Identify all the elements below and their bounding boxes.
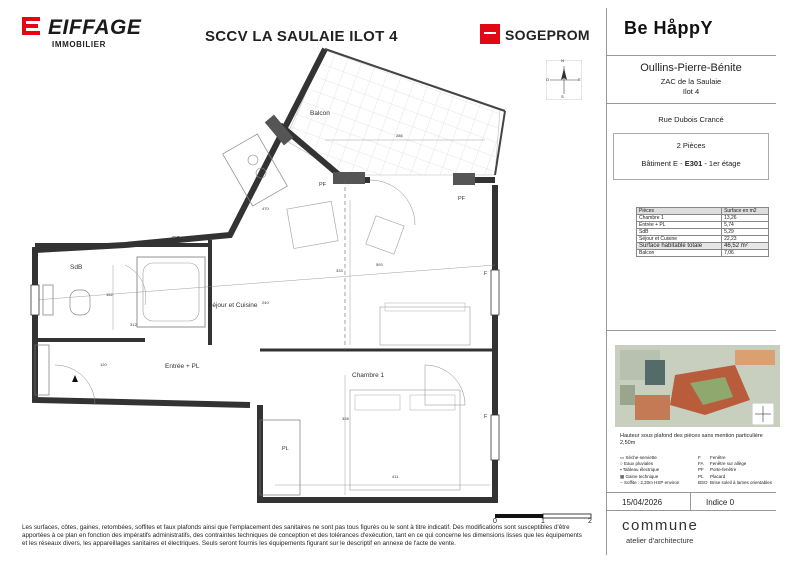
surface-room: Entrée + PL xyxy=(637,222,722,229)
location-city: Oullins-Pierre-Bénite xyxy=(640,62,742,74)
sogeprom-logo-mark xyxy=(480,24,500,44)
developer-name: EIFFAGE xyxy=(48,16,142,39)
dimension-label: 328 xyxy=(342,416,349,421)
legend-item-label: Brise soleil à lames orientables xyxy=(710,479,773,485)
surface-area: 5,74 xyxy=(722,222,769,229)
legend-item-code: BSO xyxy=(698,479,708,485)
legend-item: ▭ Sèche-serviette xyxy=(620,455,657,460)
room-label-sdb: SdB xyxy=(70,264,83,271)
outer-wall xyxy=(35,49,325,405)
room-label-pl-1: PL xyxy=(42,338,49,344)
unit-code: E301 xyxy=(684,159,703,168)
legend-item: ○ Eaux pluviales xyxy=(620,461,653,467)
surface-balcony-label: Balcon xyxy=(637,250,722,257)
developer-subtitle: IMMOBILIER xyxy=(52,40,106,49)
compass-icon xyxy=(546,60,582,100)
room-label-f-1: F xyxy=(484,271,488,277)
dimension-label: 312 xyxy=(130,322,137,327)
location-ilot: Ilot 4 xyxy=(682,87,700,96)
aerial-compass-icon xyxy=(752,403,774,425)
legend-item-code: PF xyxy=(698,467,704,473)
table-row xyxy=(637,215,769,222)
surface-balcony-value: 7,06 xyxy=(722,250,769,257)
legend-item-label: Fenêtre sur allège xyxy=(710,461,747,467)
legend-item: ▪ Tableau électrique xyxy=(620,467,660,473)
compass-east-label: E xyxy=(578,77,581,82)
surface-total-label: Surface habitable totale xyxy=(637,243,722,250)
location-zac: ZAC de la Saulaie xyxy=(660,77,722,86)
dimension-label: 240 xyxy=(262,300,269,305)
legend-item: ┄ Soffite : 2,20m HSP environ xyxy=(620,479,680,485)
legend-item: ▩ Gaine technique xyxy=(620,473,659,479)
room-label-balcon: Balcon xyxy=(310,110,330,117)
legend-item-code: FA xyxy=(698,461,704,467)
unit-floor: - 1er étage xyxy=(702,159,741,168)
column xyxy=(333,172,365,184)
unit-building xyxy=(614,159,768,168)
legend-item-label: Soffite : 2,20m HSP environ xyxy=(623,479,680,485)
legend-item-label: Eaux pluviales xyxy=(623,461,653,467)
surface-room: Chambre 1 xyxy=(637,215,722,222)
dimension-label: 333 xyxy=(336,268,343,273)
surface-header-room: Pièces xyxy=(637,208,722,215)
surface-area: 13,26 xyxy=(722,215,769,222)
surface-area: 22,23 xyxy=(722,236,769,243)
legend-item-code: PL xyxy=(698,473,704,479)
legend-item-label: Gaine technique xyxy=(625,473,659,479)
dimension-label: 152 xyxy=(106,292,113,297)
surface-table xyxy=(636,207,769,257)
room-label-gt: GT xyxy=(172,236,180,242)
legend-item-label: Tableau électrique xyxy=(622,467,660,473)
legend-item-label: Fenêtre xyxy=(710,455,726,460)
surface-area: 5,29 xyxy=(722,229,769,236)
room-label-sejour: Séjour et Cuisine xyxy=(208,302,258,309)
scale-label-2: 2 xyxy=(588,518,592,525)
room-label-entree: Entrée + PL xyxy=(165,363,200,370)
compass-west-label: O xyxy=(546,77,550,82)
surface-header-area: Surface en m2 xyxy=(722,208,769,215)
disclaimer-text: Les surfaces, côtes, gaines, retombées, soffites et faux plafonds ainsi que l'emplacement des sanitaires ne sont pas tous figurés ou le sont à titre indicatif. Des modifications sont susceptibles d'être apportées à ce plan en fonction des impératifs administratifs, des contraintes techniques de conception et des tolérances d'exécution, tant en ce qui concerne les dimensions lisses que les équipements et les réseaux divers, les appareillages sanitaires et électriques. Seuls seront fournis les équipements figurant sur le descriptif en annexe de l'acte de vente. xyxy=(22,524,582,547)
dimension-label: 411 xyxy=(392,474,399,479)
room-label-f-2: F xyxy=(484,414,488,420)
table-row xyxy=(637,222,769,229)
compass-south-label: S xyxy=(561,94,564,99)
divider xyxy=(690,492,691,510)
dimension-label: 286 xyxy=(396,133,403,138)
table-row xyxy=(637,229,769,236)
architect-name: commune xyxy=(622,517,699,534)
unit-building-prefix: Bâtiment E - xyxy=(641,159,685,168)
room-label-chambre: Chambre 1 xyxy=(352,372,385,379)
page-title: SCCV LA SAULAIE ILOT 4 xyxy=(205,28,398,45)
table-row-total xyxy=(637,243,769,250)
dimension-label: 470 xyxy=(262,206,269,211)
compass-north-label: N xyxy=(561,58,564,63)
ceiling-note: Hauteur sous plafond des pièces sans mention particulière 2,50m xyxy=(620,433,763,446)
surface-room: SdB xyxy=(637,229,722,236)
room-label-pf-2: PF xyxy=(458,196,466,202)
plan-date: 15/04/2026 xyxy=(622,498,663,507)
legend-item-label: Porte-fenêtre xyxy=(710,467,737,473)
architect-subtitle: atelier d'architecture xyxy=(626,536,694,545)
location-street: Rue Dubois Crancé xyxy=(658,115,724,124)
dimension-label: 120 xyxy=(100,362,107,367)
legend-item-label: Placard xyxy=(710,473,726,479)
table-row xyxy=(637,250,769,257)
room-label-pl-2: PL xyxy=(282,446,289,452)
plan-index: Indice 0 xyxy=(706,498,735,507)
room-label-pf-1: PF xyxy=(319,182,327,188)
partner-name: SOGEPROM xyxy=(505,27,590,43)
table-row xyxy=(637,236,769,243)
scale-label-0: 0 xyxy=(493,518,497,525)
dimension-label: 593 xyxy=(376,262,383,267)
legend-item xyxy=(698,480,778,486)
surface-total-value: 46,52 m² xyxy=(722,243,769,250)
brand-logo: Be HåppY xyxy=(624,18,714,38)
unit-type: 2 Pièces xyxy=(676,141,706,150)
legend-item-code: F xyxy=(698,455,701,460)
eiffage-logo-mark xyxy=(22,14,48,40)
legend-item-label: Sèche-serviette xyxy=(625,455,657,460)
scale-label-1: 1 xyxy=(541,518,545,525)
surface-room: Séjour et Cuisine xyxy=(637,236,722,243)
